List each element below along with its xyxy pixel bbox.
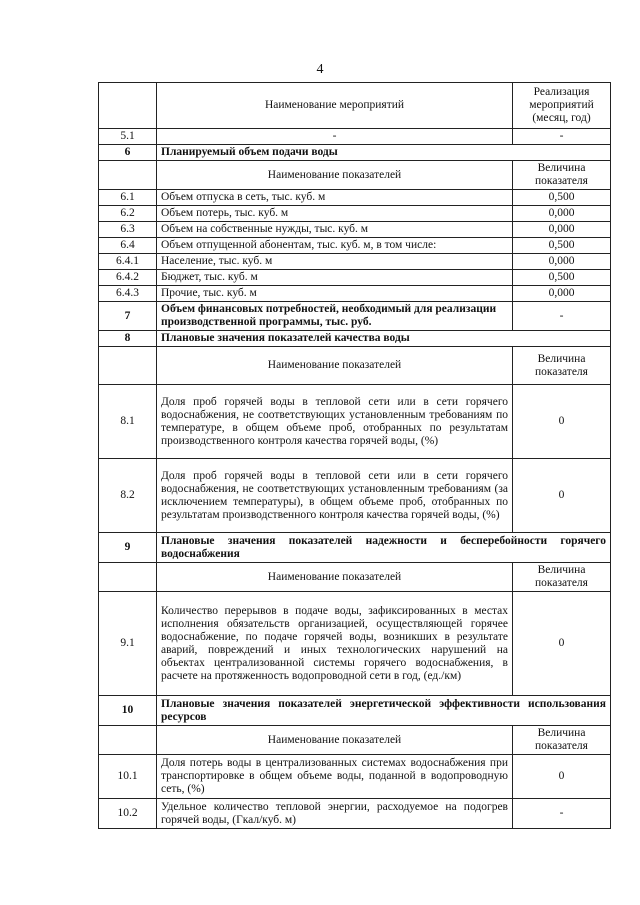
row-name: Объем потерь, тыс. куб. м: [157, 206, 513, 222]
section-title: Плановые значения показателей надежности и бесперебойности горячего водоснабжения: [157, 533, 611, 563]
row-value: 0,000: [513, 206, 611, 222]
row-value: 0,000: [513, 222, 611, 238]
subheader-empty-cell: [99, 347, 157, 385]
table-row: [99, 206, 611, 222]
section-number: 8: [99, 331, 157, 347]
row-name: Объем отпуска в сеть, тыс. куб. м: [157, 190, 513, 206]
section-row: [99, 302, 611, 331]
section-number: 7: [99, 302, 157, 331]
subheader-row: [99, 347, 611, 385]
subheader-value: Величина показателя: [513, 563, 611, 592]
section-row: [99, 331, 611, 347]
section-value: -: [513, 302, 611, 331]
page-number: 4: [316, 62, 324, 77]
section-title: Объем финансовых потребностей, необходимый для реализации производственной программы, тыс. руб.: [157, 302, 513, 331]
row-value: -: [513, 129, 611, 145]
header-realization: Реализация мероприятий (месяц, год): [513, 83, 611, 129]
row-number: 10.2: [99, 799, 157, 829]
section-number: 10: [99, 696, 157, 726]
subheader-indicators: Наименование показателей: [157, 161, 513, 190]
subheader-empty-cell: [99, 161, 157, 190]
section-title: Планируемый объем подачи воды: [157, 145, 611, 161]
row-name: Прочие, тыс. куб. м: [157, 286, 513, 302]
subheader-row: [99, 563, 611, 592]
row-number: 5.1: [99, 129, 157, 145]
header-empty-cell: [99, 83, 157, 129]
subheader-indicators: Наименование показателей: [157, 347, 513, 385]
section-row: [99, 696, 611, 726]
section-title: Плановые значения показателей энергетической эффективности использования ресурсов: [157, 696, 611, 726]
row-value: 0,000: [513, 286, 611, 302]
row-number: 6.4.1: [99, 254, 157, 270]
row-name: Объем на собственные нужды, тыс. куб. м: [157, 222, 513, 238]
row-number: 10.1: [99, 755, 157, 799]
row-name: Количество перерывов в подаче воды, зафиксированных в местах исполнения обязательств организацией, осуществляющей горячее водоснабжение, по подаче горячей воды, возникших в результате аварий, повреждений и иных технологических нарушений на объектах централизованной системы горячего водоснабжения, в расчете на протяженность водопроводной сети в год, (ед./км): [157, 592, 513, 696]
table-header-row: [99, 83, 611, 129]
row-number: 6.4.2: [99, 270, 157, 286]
row-value: 0,500: [513, 270, 611, 286]
row-number: 9.1: [99, 592, 157, 696]
section-row: [99, 145, 611, 161]
row-name: -: [157, 129, 513, 145]
section-number: 9: [99, 533, 157, 563]
subheader-empty-cell: [99, 726, 157, 755]
subheader-value: Величина показателя: [513, 161, 611, 190]
subheader-indicators: Наименование показателей: [157, 563, 513, 592]
row-value: 0,500: [513, 238, 611, 254]
row-value: 0,000: [513, 254, 611, 270]
row-value: 0: [513, 459, 611, 533]
row-number: 6.4.3: [99, 286, 157, 302]
row-number: 8.2: [99, 459, 157, 533]
table-row: [99, 459, 611, 533]
row-value: 0: [513, 385, 611, 459]
row-value: 0: [513, 755, 611, 799]
table-row: [99, 799, 611, 829]
subheader-row: [99, 726, 611, 755]
table-row: [99, 190, 611, 206]
row-name: Объем отпущенной абонентам, тыс. куб. м, в том числе:: [157, 238, 513, 254]
row-value: 0: [513, 592, 611, 696]
subheader-value: Величина показателя: [513, 347, 611, 385]
table-row: [99, 385, 611, 459]
table-row: [99, 286, 611, 302]
row-number: 6.1: [99, 190, 157, 206]
production-program-table: [98, 82, 611, 829]
row-number: 6.4: [99, 238, 157, 254]
row-number: 6.2: [99, 206, 157, 222]
row-name: Население, тыс. куб. м: [157, 254, 513, 270]
row-name: Удельное количество тепловой энергии, расходуемое на подогрев горячей воды, (Гкал/куб. м): [157, 799, 513, 829]
table-row: [99, 755, 611, 799]
table-row: [99, 270, 611, 286]
row-value: -: [513, 799, 611, 829]
section-title: Плановые значения показателей качества воды: [157, 331, 611, 347]
row-number: 8.1: [99, 385, 157, 459]
row-name: Доля проб горячей воды в тепловой сети или в сети горячего водоснабжения, не соответствующих установленным требованиям по температуре, в общем объеме проб, отобранных по результатам производственного контроля качества горячей воды, (%): [157, 385, 513, 459]
subheader-value: Величина показателя: [513, 726, 611, 755]
row-number: 6.3: [99, 222, 157, 238]
row-value: 0,500: [513, 190, 611, 206]
subheader-empty-cell: [99, 563, 157, 592]
table-row: [99, 254, 611, 270]
table-row: [99, 129, 611, 145]
table-row: [99, 238, 611, 254]
header-activities: Наименование мероприятий: [157, 83, 513, 129]
table-row: [99, 222, 611, 238]
table-row: [99, 592, 611, 696]
section-number: 6: [99, 145, 157, 161]
row-name: Доля потерь воды в централизованных системах водоснабжения при транспортировке в общем объеме воды, поданной в водопроводную сеть, (%): [157, 755, 513, 799]
row-name: Бюджет, тыс. куб. м: [157, 270, 513, 286]
section-row: [99, 533, 611, 563]
row-name: Доля проб горячей воды в тепловой сети или в сети горячего водоснабжения, не соответствующих установленным требованиям (за исключением температуры), в общем объеме проб, отобранных по результатам производственного контроля качества горячей воды, (%): [157, 459, 513, 533]
subheader-indicators: Наименование показателей: [157, 726, 513, 755]
subheader-row: [99, 161, 611, 190]
